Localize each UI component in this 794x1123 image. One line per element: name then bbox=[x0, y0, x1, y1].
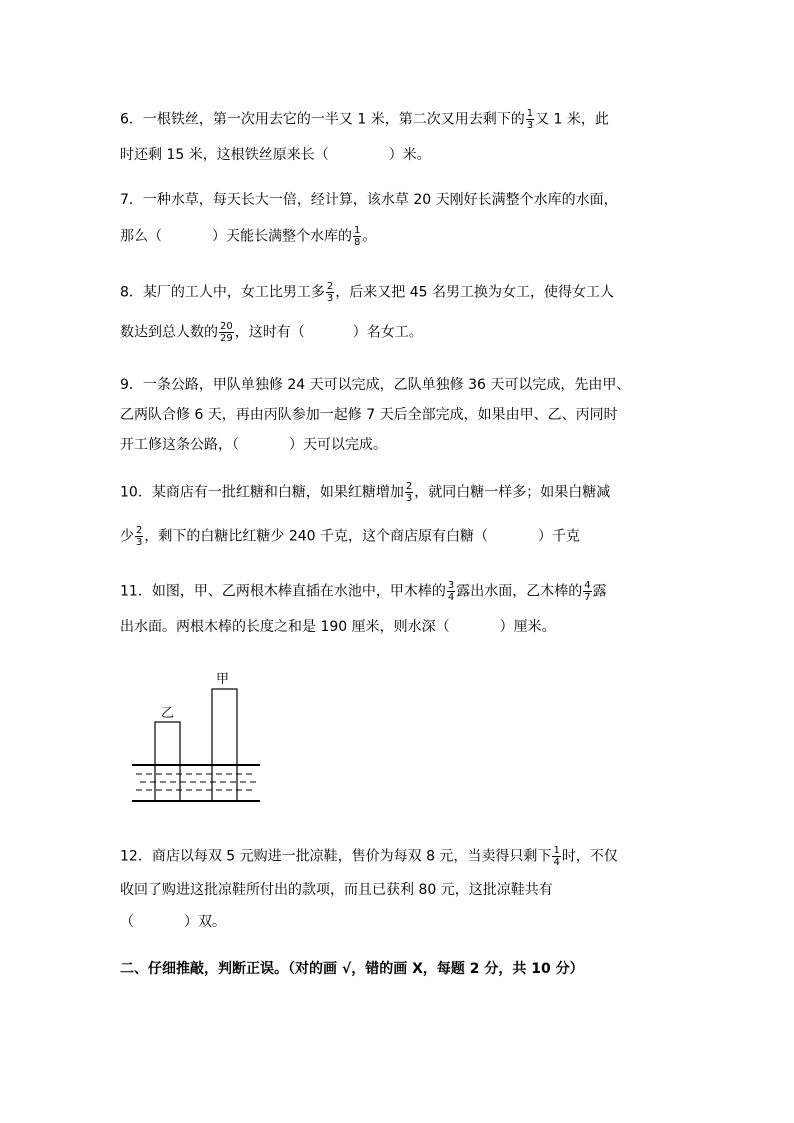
fraction: $\frac{1}{3}$ bbox=[526, 108, 534, 131]
fraction: $\frac{1}{4}$ bbox=[553, 845, 560, 868]
fraction: $\frac{2}{3}$ bbox=[136, 525, 143, 548]
fraction: $\frac{2}{3}$ bbox=[405, 481, 413, 504]
question-11-line-2: 出水面。两根木棒的长度之和是 190 厘米，则水深（ ）厘米。 bbox=[120, 619, 556, 635]
question-12-line-1: 12．商店以每双 5 元购进一批凉鞋，售价为每双 8 元，当卖得只剩下 $\frac{1}{4}$ 时，不仅 bbox=[120, 845, 618, 868]
question-7-line-2: 那么（ ）天能长满整个水库的 $\frac{1}{8}$ 。 bbox=[120, 225, 377, 248]
sticks-in-pool-figure bbox=[130, 668, 265, 808]
question-11-line-1: 11．如图，甲、乙两根木棒直插在水池中，甲木棒的 $\frac{3}{4}$ 露出水面，乙木棒的 $\frac{4}{7}$ 露 bbox=[120, 580, 607, 603]
question-10-line-2: 少 $\frac{2}{3}$ ，剩下的白糖比红糖少 240 千克，这个商店原有白糖（ ）千克 bbox=[120, 525, 580, 548]
question-6-line-2: 时还剩 15 米，这根铁丝原来长（ ）米。 bbox=[120, 147, 431, 163]
fraction: $\frac{2}{3}$ bbox=[326, 281, 334, 304]
question-12-line-3: （ ）双。 bbox=[120, 914, 226, 930]
fraction: $\frac{1}{8}$ bbox=[354, 225, 361, 248]
question-7-line-1: 7．一种水草，每天长大一倍，经计算，该水草 20 天刚好长满整个水库的水面， bbox=[120, 192, 618, 208]
section-2-title: 二、仔细推敲，判断正误。（对的画 √，错的画 X，每题 2 分，共 10 分） bbox=[120, 961, 584, 977]
question-8-line-1: 8．某厂的工人中，女工比男工多 $\frac{2}{3}$ ，后来又把 45 名男工换为女工，使得女工人 bbox=[120, 281, 615, 304]
question-6-line-1: 6．一根铁丝，第一次用去它的一半又 1 米，第二次又用去剩下的 $\frac{1}{3}$ 又 1 米，此 bbox=[120, 108, 609, 131]
question-10-line-1: 10．某商店有一批红糖和白糖，如果红糖增加 $\frac{2}{3}$ ，就同白糖一样多；如果白糖减 bbox=[120, 481, 611, 504]
fraction: $\frac{20}{29}$ bbox=[220, 321, 233, 344]
label-yi: 乙 bbox=[161, 706, 175, 721]
question-9-line-3: 开工修这条公路，（ ）天可以完成。 bbox=[120, 437, 387, 453]
stick-jia bbox=[212, 689, 237, 801]
fraction: $\frac{4}{7}$ bbox=[584, 580, 591, 603]
question-9-line-1: 9．一条公路，甲队单独修 24 天可以完成，乙队单独修 36 天可以完成，先由甲、 bbox=[120, 377, 631, 393]
question-9-line-2: 乙两队合修 6 天，再由丙队参加一起修 7 天后全部完成，如果由甲、乙、丙同时 bbox=[120, 407, 618, 423]
stick-yi bbox=[155, 722, 180, 801]
fraction: $\frac{3}{4}$ bbox=[447, 580, 455, 603]
question-12-line-2: 收回了购进这批凉鞋所付出的款项，而且已获利 80 元，这批凉鞋共有 bbox=[120, 882, 553, 898]
question-8-line-2: 数达到总人数的 $\frac{20}{29}$ ，这时有（ ）名女工。 bbox=[120, 321, 423, 344]
label-jia: 甲 bbox=[216, 672, 230, 687]
